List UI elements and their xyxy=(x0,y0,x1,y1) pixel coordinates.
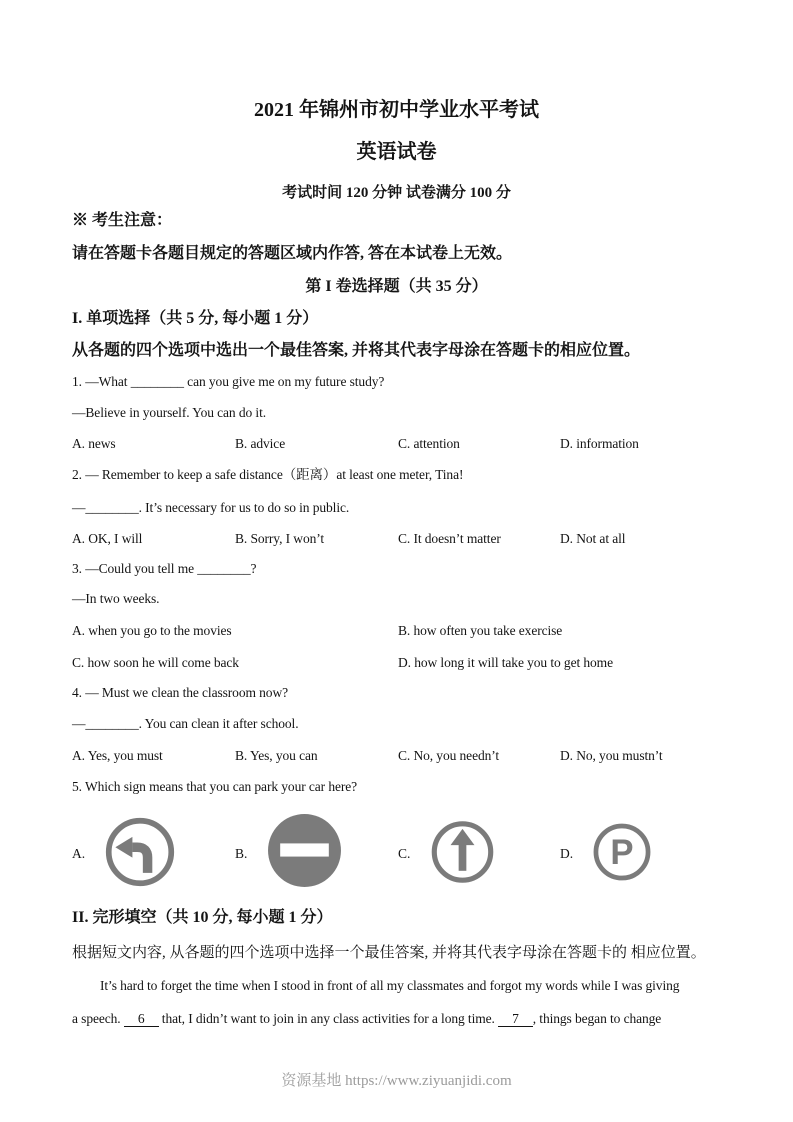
q4-option-b: B. Yes, you can xyxy=(235,748,318,763)
sign-option-label-d: D. xyxy=(560,846,574,861)
q5-stem: 5. Which sign means that you can park your car here? xyxy=(72,779,358,794)
notice-text: 请在答题卡各题目规定的答题区域内作答, 答在本试卷上无效。 xyxy=(72,245,513,262)
no-entry-sign-icon xyxy=(266,812,343,889)
q2-option-d: D. Not at all xyxy=(560,531,626,546)
q1-option-d: D. information xyxy=(560,436,639,451)
q3-option-a: A. when you go to the movies xyxy=(72,623,232,638)
q4-stem: 4. — Must we clean the classroom now? xyxy=(72,685,288,700)
section2-instruction: 根据短文内容, 从各题的四个选项中选择一个最佳答案, 并将其代表字母涂在答题卡的 相应位置。 xyxy=(72,945,706,961)
left-turn-sign-icon xyxy=(104,814,176,890)
q3-reply: —In two weeks. xyxy=(72,591,160,606)
q3-option-c: C. how soon he will come back xyxy=(72,655,239,670)
q2-stem: 2. — Remember to keep a safe distance（距离）at least one meter, Tina! xyxy=(72,467,464,482)
straight-ahead-sign-icon xyxy=(430,815,495,889)
q4-option-d: D. No, you mustn’t xyxy=(560,748,663,763)
cloze-blank-7: 7 xyxy=(498,1011,533,1027)
parking-sign-icon xyxy=(592,817,652,887)
q4-option-a: A. Yes, you must xyxy=(72,748,163,763)
exam-title: 2021 年锦州市初中学业水平考试 xyxy=(254,99,539,121)
watermark-footer: 资源基地 https://www.ziyuanjidi.com xyxy=(281,1073,512,1089)
q1-option-b: B. advice xyxy=(235,436,286,451)
cloze-seg2: that, I didn’t want to join in any class activities for a long time. xyxy=(161,1011,495,1026)
q1-option-a: A. news xyxy=(72,436,116,451)
q2-option-a: A. OK, I will xyxy=(72,531,143,546)
part1-title: 第 I 卷选择题（共 35 分） xyxy=(305,278,488,295)
q1-reply: —Believe in yourself. You can do it. xyxy=(72,405,267,420)
sign-option-label-c: C. xyxy=(398,846,411,861)
sign-option-label-a: A. xyxy=(72,846,86,861)
sign-option-label-b: B. xyxy=(235,846,248,861)
exam-duration-score: 考试时间 120 分钟 试卷满分 100 分 xyxy=(282,185,511,201)
q3-stem: 3. —Could you tell me ________? xyxy=(72,561,257,576)
q3-option-d: D. how long it will take you to get home xyxy=(398,655,613,670)
cloze-passage-line2 xyxy=(72,1007,661,1031)
q2-option-b: B. Sorry, I won’t xyxy=(235,531,325,546)
q2-option-c: C. It doesn’t matter xyxy=(398,531,501,546)
q4-reply: —________. You can clean it after school. xyxy=(72,716,299,731)
q2-reply: —________. It’s necessary for us to do so in public. xyxy=(72,500,350,515)
section1-heading: I. 单项选择（共 5 分, 每小题 1 分） xyxy=(72,310,319,327)
q1-option-c: C. attention xyxy=(398,436,460,451)
svg-text:P: P xyxy=(610,833,634,872)
cloze-seg1: a speech. xyxy=(72,1011,121,1026)
paper-subject-title: 英语试卷 xyxy=(356,141,437,163)
notice-label: ※ 考生注意： xyxy=(72,212,173,229)
cloze-seg3: , things began to change xyxy=(532,1011,662,1026)
q4-option-c: C. No, you needn’t xyxy=(398,748,500,763)
cloze-blank-6: 6 xyxy=(124,1011,159,1027)
cloze-passage-line1: It’s hard to forget the time when I stood in front of all my classmates and forgot my words while I was giving xyxy=(100,978,680,993)
q5-sign-options xyxy=(0,808,793,900)
section1-instruction: 从各题的四个选项中选出一个最佳答案, 并将其代表字母涂在答题卡的相应位置。 xyxy=(72,342,641,359)
q1-stem: 1. —What ________ can you give me on my future study? xyxy=(72,374,385,389)
section2-heading: II. 完形填空（共 10 分, 每小题 1 分） xyxy=(72,909,333,926)
q3-option-b: B. how often you take exercise xyxy=(398,623,563,638)
